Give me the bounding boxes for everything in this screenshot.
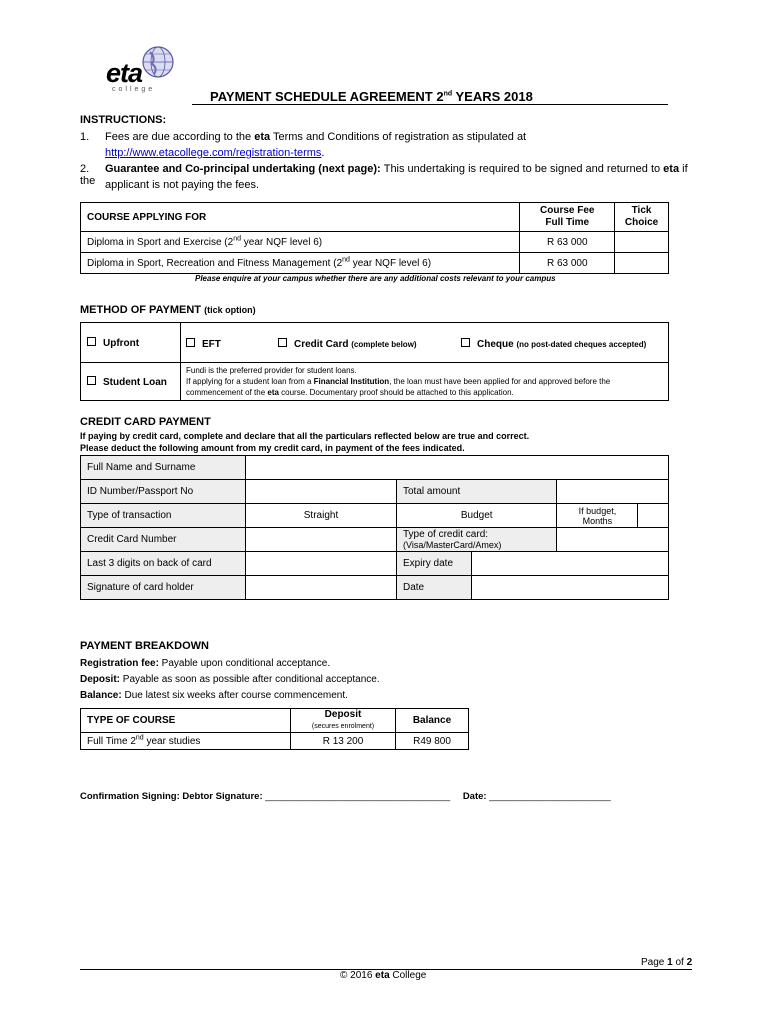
credit-card-table (80, 455, 669, 600)
course-fee: R 63 000 (520, 232, 615, 253)
date-label: Date (397, 576, 472, 600)
eft-option[interactable]: EFT (186, 338, 221, 350)
header-tick: Tick Choice (615, 203, 669, 232)
logo-brand: eta (106, 58, 143, 88)
credit-card-line1: If paying by credit card, complete and declare that all the particulars reflected below are true and correct. (80, 431, 530, 441)
debtor-signature-field[interactable]: ___________________________________ (265, 791, 451, 802)
id-number-label: ID Number/Passport No (81, 480, 246, 504)
straight-option[interactable]: Straight (246, 504, 397, 528)
credit-card-line2: Please deduct the following amount from my credit card, in payment of the fees indicated. (80, 443, 465, 453)
confirmation-line: Confirmation Signing: Debtor Signature: ___________________________________ Date: _______________________ (80, 791, 611, 802)
breakdown-table (80, 708, 469, 750)
campus-note: Please enquire at your campus whether there are any additional costs relevant to your campus (195, 274, 556, 283)
header-fee: Course Fee Full Time (520, 203, 615, 232)
registration-terms-link[interactable]: http://www.etacollege.com/registration-terms (105, 147, 322, 159)
course-fee: R 63 000 (520, 253, 615, 274)
tick-choice-cell[interactable] (615, 232, 669, 253)
budget-option[interactable]: Budget (397, 504, 557, 528)
credit-card-option[interactable]: Credit Card (complete below) (278, 338, 417, 350)
total-amount-field[interactable] (557, 480, 669, 504)
total-amount-label: Total amount (397, 480, 557, 504)
student-loan-info: Fundi is the preferred provider for student loans. If applying for a student loan from a Financial Institution, the loan must have been applied for and approved before the commencement of the eta course. Documentary proof should be attached to this application. (181, 363, 669, 401)
breakdown-registration: Registration fee: Payable upon conditional acceptance. (80, 658, 331, 669)
col-balance-header: Balance (396, 709, 469, 733)
balance-cell: R49 800 (396, 733, 469, 750)
course-table (80, 202, 669, 274)
page-title: PAYMENT SCHEDULE AGREEMENT 2nd YEARS 2018 (210, 89, 533, 104)
course-name: Diploma in Sport, Recreation and Fitness Management (2nd year NQF level 6) (81, 253, 520, 274)
card-number-label: Credit Card Number (81, 528, 246, 552)
logo-sub: college (112, 86, 156, 93)
payment-options-row (181, 323, 669, 363)
checkbox-icon (186, 338, 195, 347)
date-field[interactable] (472, 576, 669, 600)
expiry-label: Expiry date (397, 552, 472, 576)
header-course: COURSE APPLYING FOR (81, 203, 520, 232)
instruction-2: 2. Guarantee and Co-principal undertaking (next page): This undertaking is required to be signed and returned to eta if the (80, 163, 688, 187)
course-type-cell: Full Time 2nd year studies (81, 733, 291, 750)
upfront-option[interactable]: Upfront (81, 323, 181, 363)
last3-field[interactable] (246, 552, 397, 576)
registration-terms-link-line: http://www.etacollege.com/registration-terms. (105, 147, 325, 159)
payment-method-heading: METHOD OF PAYMENT (tick option) (80, 304, 256, 316)
page-number: Page 1 of 2 (641, 957, 693, 968)
table-row (81, 232, 669, 253)
payment-method-table (80, 322, 669, 401)
tick-choice-cell[interactable] (615, 253, 669, 274)
confirmation-date-field[interactable]: _______________________ (489, 791, 611, 802)
deposit-cell: R 13 200 (291, 733, 396, 750)
full-name-label: Full Name and Surname (81, 456, 246, 480)
breakdown-balance: Balance: Due latest six weeks after course commencement. (80, 690, 348, 701)
instructions-heading: INSTRUCTIONS: (80, 114, 167, 126)
copyright: © 2016 eta College (340, 970, 427, 981)
breakdown-heading: PAYMENT BREAKDOWN (80, 640, 209, 652)
checkbox-icon (461, 338, 470, 347)
student-loan-option[interactable]: Student Loan (81, 363, 181, 401)
table-row (81, 733, 469, 750)
table-row (81, 253, 669, 274)
type-transaction-label: Type of transaction (81, 504, 246, 528)
expiry-field[interactable] (472, 552, 669, 576)
if-budget-label: If budget, Months (557, 504, 638, 528)
type-card-label: Type of credit card: (Visa/MasterCard/Amex) (397, 528, 557, 552)
instruction-1: 1. Fees are due according to the eta Terms and Conditions of registration as stipulated at (80, 131, 527, 143)
full-name-field[interactable] (246, 456, 669, 480)
credit-card-heading: CREDIT CARD PAYMENT (80, 416, 211, 428)
col-deposit-header: Deposit (secures enrolment) (291, 709, 396, 733)
course-name: Diploma in Sport and Exercise (2nd year NQF level 6) (81, 232, 520, 253)
checkbox-icon (87, 337, 96, 346)
card-number-field[interactable] (246, 528, 397, 552)
checkbox-icon (278, 338, 287, 347)
signature-field[interactable] (246, 576, 397, 600)
logo (100, 44, 180, 100)
checkbox-icon (87, 376, 96, 385)
last3-label: Last 3 digits on back of card (81, 552, 246, 576)
id-number-field[interactable] (246, 480, 397, 504)
col-type-header: TYPE OF COURSE (81, 709, 291, 733)
signature-label: Signature of card holder (81, 576, 246, 600)
breakdown-deposit: Deposit: Payable as soon as possible after conditional acceptance. (80, 674, 380, 685)
budget-months-field[interactable] (638, 504, 669, 528)
instruction-2-line2: applicant is not paying the fees. (105, 179, 260, 191)
title-rule (192, 104, 668, 105)
type-card-field[interactable] (557, 528, 669, 552)
cheque-option[interactable]: Cheque (no post-dated cheques accepted) (461, 338, 646, 350)
